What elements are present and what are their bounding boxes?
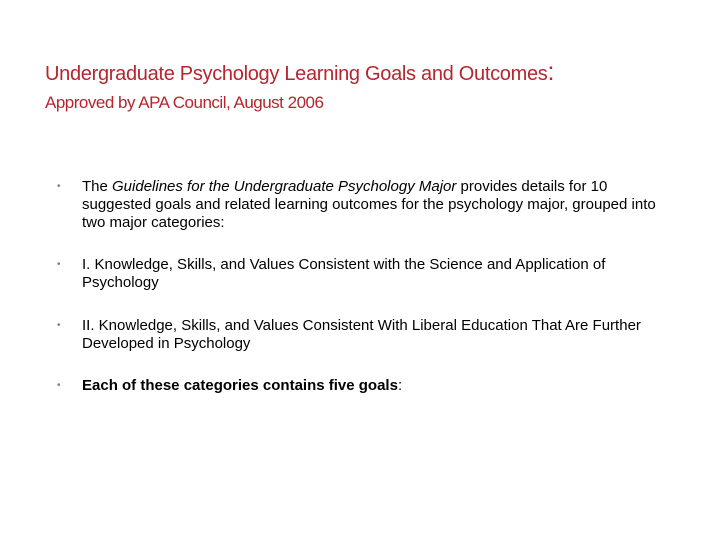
bullet-text: II. Knowledge, Skills, and Values Consistent With Liberal Education That Are Further Developed in Psychology: [82, 317, 641, 352]
bullet-text: I. Knowledge, Skills, and Values Consistent with the Science and Application of Psychology: [82, 256, 606, 291]
bullet-item-five-goals: [57, 377, 677, 395]
bullet-dot-icon: •: [57, 380, 61, 391]
bullet-item-category-one: [57, 256, 677, 292]
bullet-text-bold: Each of these categories contains five goals: [82, 377, 398, 394]
bullet-dot-icon: •: [57, 259, 61, 270]
title-main-text: Undergraduate Psychology Learning Goals and Outcomes: [45, 63, 548, 85]
bullet-text-italic-title: Guidelines for the Undergraduate Psychology Major: [112, 178, 457, 195]
bullet-item-category-two: [57, 317, 677, 353]
bullet-text-rest: provides details for 10 suggested goals and related learning outcomes for the psychology major, grouped into two major categories:: [82, 178, 656, 231]
bullet-list: [57, 178, 677, 417]
bullet-dot-icon: •: [57, 181, 61, 192]
bullet-text-intro: The: [82, 178, 113, 195]
bullet-text-tail: :: [397, 377, 403, 394]
slide-title: [45, 58, 695, 114]
title-main: [45, 58, 695, 88]
title-subtitle: Approved by APA Council, August 2006: [45, 93, 324, 112]
bullet-item-guidelines: [57, 178, 677, 232]
bullet-dot-icon: •: [57, 320, 61, 331]
title-colon: :: [547, 58, 555, 86]
